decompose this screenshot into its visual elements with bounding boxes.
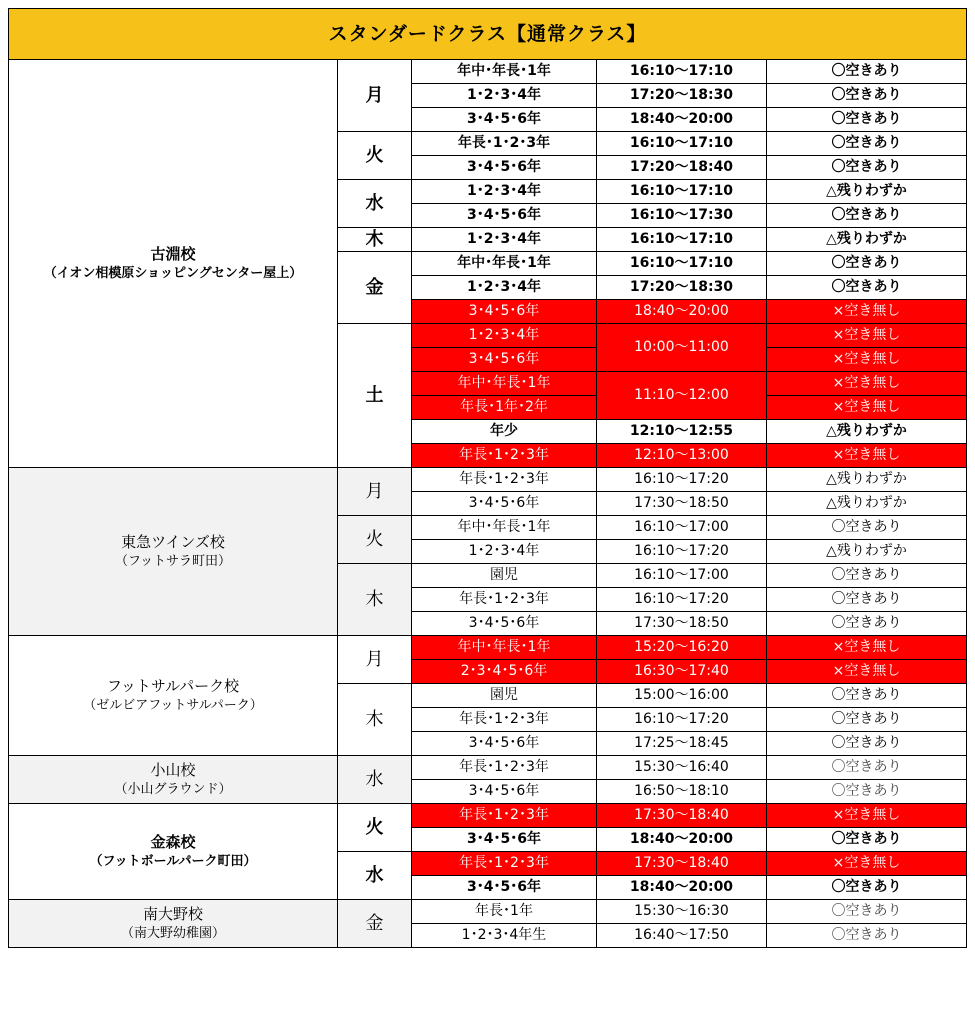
time-cell: 17:30〜18:40 bbox=[597, 804, 767, 828]
grade-cell: 1･2･3･4年 bbox=[412, 180, 597, 204]
time-cell: 18:40〜20:00 bbox=[597, 876, 767, 900]
status-cell: △残りわずか bbox=[767, 492, 967, 516]
school-cell bbox=[9, 60, 338, 468]
time-cell: 15:30〜16:30 bbox=[597, 900, 767, 924]
time-cell: 16:50〜18:10 bbox=[597, 780, 767, 804]
status-cell: 〇空きあり bbox=[767, 516, 967, 540]
school-cell bbox=[9, 900, 338, 948]
grade-cell: 1･2･3･4年 bbox=[412, 228, 597, 252]
grade-cell: 園児 bbox=[412, 684, 597, 708]
weekday-cell: 水 bbox=[338, 756, 412, 804]
status-cell: △残りわずか bbox=[767, 420, 967, 444]
school-location: （南大野幼稚園） bbox=[120, 925, 225, 941]
status-cell: △残りわずか bbox=[767, 180, 967, 204]
table-row bbox=[9, 468, 967, 492]
weekday-cell: 火 bbox=[338, 516, 412, 564]
status-cell: △残りわずか bbox=[767, 468, 967, 492]
grade-cell: 年長･1･2･3年 bbox=[412, 468, 597, 492]
status-cell: 〇空きあり bbox=[767, 156, 967, 180]
school-name: 古淵校 bbox=[150, 244, 196, 263]
time-cell: 18:40〜20:00 bbox=[597, 300, 767, 324]
grade-cell: 年中･年長･1年 bbox=[412, 252, 597, 276]
grade-cell: 1･2･3･4年 bbox=[412, 276, 597, 300]
status-cell: 〇空きあり bbox=[767, 924, 967, 948]
status-cell: △残りわずか bbox=[767, 228, 967, 252]
grade-cell: 3･4･5･6年 bbox=[412, 108, 597, 132]
weekday-cell: 金 bbox=[338, 900, 412, 948]
time-cell: 16:10〜17:10 bbox=[597, 252, 767, 276]
status-cell: 〇空きあり bbox=[767, 612, 967, 636]
weekday-cell: 火 bbox=[338, 804, 412, 852]
time-cell: 16:10〜17:20 bbox=[597, 540, 767, 564]
status-cell: ×空き無し bbox=[767, 444, 967, 468]
weekday-cell: 木 bbox=[338, 228, 412, 252]
school-location: （ゼルビアフットサルパーク） bbox=[83, 697, 263, 713]
grade-cell: 年少 bbox=[412, 420, 597, 444]
status-cell: 〇空きあり bbox=[767, 732, 967, 756]
weekday-cell: 水 bbox=[338, 852, 412, 900]
grade-cell: 3･4･5･6年 bbox=[412, 300, 597, 324]
time-cell: 16:40〜17:50 bbox=[597, 924, 767, 948]
time-cell: 17:20〜18:30 bbox=[597, 84, 767, 108]
time-cell: 17:20〜18:30 bbox=[597, 276, 767, 300]
time-cell: 18:40〜20:00 bbox=[597, 108, 767, 132]
time-cell: 16:10〜17:10 bbox=[597, 60, 767, 84]
time-cell: 18:40〜20:00 bbox=[597, 828, 767, 852]
time-cell: 16:10〜17:10 bbox=[597, 228, 767, 252]
time-cell: 17:30〜18:40 bbox=[597, 852, 767, 876]
school-name: 小山校 bbox=[150, 760, 196, 779]
time-cell: 16:30〜17:40 bbox=[597, 660, 767, 684]
grade-cell: 3･4･5･6年 bbox=[412, 732, 597, 756]
school-cell bbox=[9, 804, 338, 900]
status-cell: ×空き無し bbox=[767, 636, 967, 660]
grade-cell: 1･2･3･4年 bbox=[412, 540, 597, 564]
time-cell: 16:10〜17:00 bbox=[597, 564, 767, 588]
grade-cell: 年中･年長･1年 bbox=[412, 516, 597, 540]
grade-cell: 年長･1年 bbox=[412, 900, 597, 924]
school-location: （小山グラウンド） bbox=[114, 781, 232, 797]
grade-cell: 3･4･5･6年 bbox=[412, 780, 597, 804]
time-cell: 17:20〜18:40 bbox=[597, 156, 767, 180]
time-cell: 16:10〜17:30 bbox=[597, 204, 767, 228]
grade-cell: 園児 bbox=[412, 564, 597, 588]
status-cell: ×空き無し bbox=[767, 348, 967, 372]
status-cell: 〇空きあり bbox=[767, 252, 967, 276]
grade-cell: 3･4･5･6年 bbox=[412, 612, 597, 636]
status-cell: 〇空きあり bbox=[767, 828, 967, 852]
time-cell: 10:00〜11:00 bbox=[597, 324, 767, 372]
time-cell: 16:10〜17:00 bbox=[597, 516, 767, 540]
time-cell: 12:10〜13:00 bbox=[597, 444, 767, 468]
grade-cell: 年長･1年･2年 bbox=[412, 396, 597, 420]
time-cell: 11:10〜12:00 bbox=[597, 372, 767, 420]
weekday-cell: 月 bbox=[338, 60, 412, 132]
grade-cell: 年中･年長･1年 bbox=[412, 60, 597, 84]
status-cell: 〇空きあり bbox=[767, 564, 967, 588]
schedule-table bbox=[8, 8, 967, 948]
status-cell: 〇空きあり bbox=[767, 84, 967, 108]
time-cell: 17:30〜18:50 bbox=[597, 612, 767, 636]
time-cell: 16:10〜17:20 bbox=[597, 468, 767, 492]
grade-cell: 3･4･5･6年 bbox=[412, 876, 597, 900]
status-cell: ×空き無し bbox=[767, 324, 967, 348]
grade-cell: 3･4･5･6年 bbox=[412, 348, 597, 372]
weekday-cell: 月 bbox=[338, 468, 412, 516]
time-cell: 15:00〜16:00 bbox=[597, 684, 767, 708]
weekday-cell: 水 bbox=[338, 180, 412, 228]
weekday-cell: 土 bbox=[338, 324, 412, 468]
school-cell bbox=[9, 756, 338, 804]
status-cell: 〇空きあり bbox=[767, 684, 967, 708]
status-cell: 〇空きあり bbox=[767, 204, 967, 228]
weekday-cell: 木 bbox=[338, 564, 412, 636]
time-cell: 17:30〜18:50 bbox=[597, 492, 767, 516]
status-cell: 〇空きあり bbox=[767, 276, 967, 300]
grade-cell: 1･2･3･4年 bbox=[412, 324, 597, 348]
status-cell: ×空き無し bbox=[767, 396, 967, 420]
grade-cell: 年長･1･2･3年 bbox=[412, 804, 597, 828]
school-location: （イオン相模原ショッピングセンター屋上） bbox=[43, 265, 303, 281]
status-cell: 〇空きあり bbox=[767, 756, 967, 780]
status-cell: 〇空きあり bbox=[767, 60, 967, 84]
grade-cell: 1･2･3･4年 bbox=[412, 84, 597, 108]
grade-cell: 3･4･5･6年 bbox=[412, 156, 597, 180]
status-cell: ×空き無し bbox=[767, 660, 967, 684]
weekday-cell: 金 bbox=[338, 252, 412, 324]
grade-cell: 1･2･3･4年生 bbox=[412, 924, 597, 948]
school-name: 南大野校 bbox=[142, 904, 203, 923]
weekday-cell: 木 bbox=[338, 684, 412, 756]
school-name: フットサルパーク校 bbox=[106, 676, 240, 695]
status-cell: ×空き無し bbox=[767, 372, 967, 396]
grade-cell: 年長･1･2･3年 bbox=[412, 852, 597, 876]
time-cell: 17:25〜18:45 bbox=[597, 732, 767, 756]
table-row bbox=[9, 636, 967, 660]
status-cell: △残りわずか bbox=[767, 540, 967, 564]
grade-cell: 年長･1･2･3年 bbox=[412, 708, 597, 732]
time-cell: 16:10〜17:20 bbox=[597, 708, 767, 732]
grade-cell: 3･4･5･6年 bbox=[412, 492, 597, 516]
schedule-wrapper bbox=[8, 8, 966, 948]
school-cell bbox=[9, 468, 338, 636]
table-row bbox=[9, 756, 967, 780]
table-title: スタンダードクラス【通常クラス】 bbox=[9, 9, 967, 60]
status-cell: 〇空きあり bbox=[767, 708, 967, 732]
status-cell: 〇空きあり bbox=[767, 588, 967, 612]
school-location: （フットサラ町田） bbox=[114, 553, 232, 569]
grade-cell: 年長･1･2･3年 bbox=[412, 132, 597, 156]
status-cell: ×空き無し bbox=[767, 804, 967, 828]
time-cell: 15:30〜16:40 bbox=[597, 756, 767, 780]
time-cell: 16:10〜17:10 bbox=[597, 180, 767, 204]
grade-cell: 3･4･5･6年 bbox=[412, 828, 597, 852]
grade-cell: 年中･年長･1年 bbox=[412, 636, 597, 660]
school-cell bbox=[9, 636, 338, 756]
table-row bbox=[9, 900, 967, 924]
grade-cell: 年長･1･2･3年 bbox=[412, 756, 597, 780]
weekday-cell: 火 bbox=[338, 132, 412, 180]
grade-cell: 年長･1･2･3年 bbox=[412, 588, 597, 612]
grade-cell: 年中･年長･1年 bbox=[412, 372, 597, 396]
school-location: （フットボールパーク町田） bbox=[89, 853, 257, 869]
grade-cell: 年長･1･2･3年 bbox=[412, 444, 597, 468]
time-cell: 15:20〜16:20 bbox=[597, 636, 767, 660]
weekday-cell: 月 bbox=[338, 636, 412, 684]
table-row bbox=[9, 60, 967, 84]
grade-cell: 3･4･5･6年 bbox=[412, 204, 597, 228]
status-cell: 〇空きあり bbox=[767, 900, 967, 924]
time-cell: 12:10〜12:55 bbox=[597, 420, 767, 444]
status-cell: 〇空きあり bbox=[767, 876, 967, 900]
school-name: 東急ツインズ校 bbox=[121, 532, 225, 551]
status-cell: 〇空きあり bbox=[767, 780, 967, 804]
status-cell: ×空き無し bbox=[767, 300, 967, 324]
status-cell: 〇空きあり bbox=[767, 132, 967, 156]
grade-cell: 2･3･4･5･6年 bbox=[412, 660, 597, 684]
table-row bbox=[9, 804, 967, 828]
time-cell: 16:10〜17:10 bbox=[597, 132, 767, 156]
status-cell: 〇空きあり bbox=[767, 108, 967, 132]
time-cell: 16:10〜17:20 bbox=[597, 588, 767, 612]
school-name: 金森校 bbox=[150, 832, 196, 851]
status-cell: ×空き無し bbox=[767, 852, 967, 876]
